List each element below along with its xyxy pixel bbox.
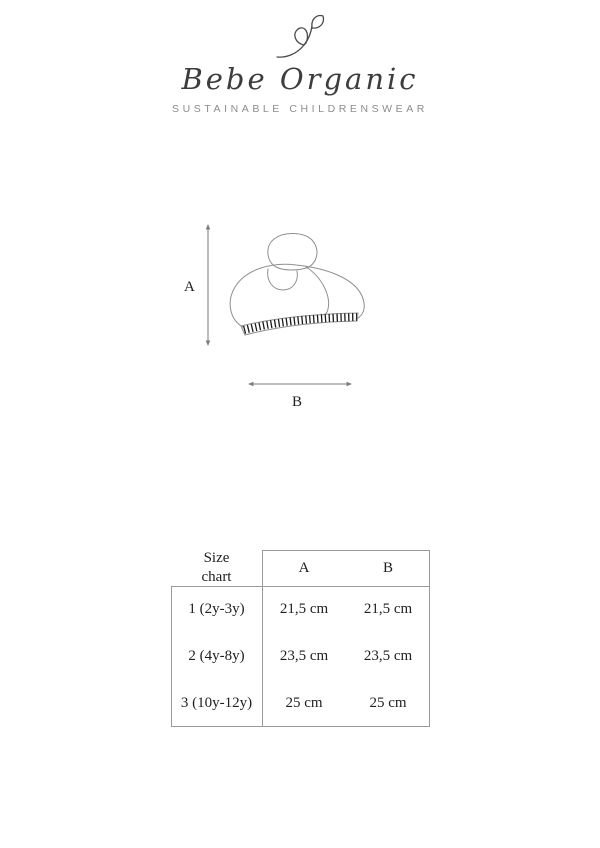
dimension-arrow-b — [248, 382, 352, 387]
hat-sketch — [230, 233, 364, 335]
column-header-b: B — [382, 559, 393, 576]
dim-label-a: A — [184, 279, 195, 295]
table-border-left — [171, 586, 172, 727]
table-border-right — [429, 550, 430, 727]
pompom-base-arc — [268, 269, 298, 290]
brand-header — [0, 14, 600, 115]
brand-tagline: SUSTAINABLE CHILDRENSWEAR — [172, 103, 428, 115]
size-row-label: 2 (4y-8y) — [188, 648, 245, 664]
brand-name: Bebe Organic — [181, 62, 419, 96]
fold-line — [306, 267, 329, 315]
measurement-b: 21,5 cm — [363, 601, 413, 617]
measurement-a: 25 cm — [285, 695, 323, 711]
measurement-b: 25 cm — [369, 695, 407, 711]
measurement-b: 23,5 cm — [363, 648, 413, 664]
sprig-leaf-icon — [274, 14, 326, 60]
size-chart-title: Size chart — [201, 550, 232, 585]
size-row-label: 1 (2y-3y) — [188, 601, 245, 617]
table-border-divider — [262, 550, 263, 727]
size-row-label: 3 (10y-12y) — [180, 695, 253, 711]
hat-measurement-diagram — [180, 210, 410, 420]
dimension-arrow-a — [206, 224, 211, 346]
brim-rib-hatching — [244, 317, 357, 330]
column-header-a: A — [298, 559, 310, 576]
table-border-header — [171, 586, 430, 587]
table-border-top — [262, 550, 430, 551]
brim-bottom-edge — [245, 321, 357, 335]
dim-label-b: B — [292, 394, 303, 410]
measurement-a: 21,5 cm — [279, 601, 329, 617]
size-chart-table — [171, 550, 430, 727]
table-border-bottom — [171, 726, 430, 727]
measurement-a: 23,5 cm — [279, 648, 329, 664]
